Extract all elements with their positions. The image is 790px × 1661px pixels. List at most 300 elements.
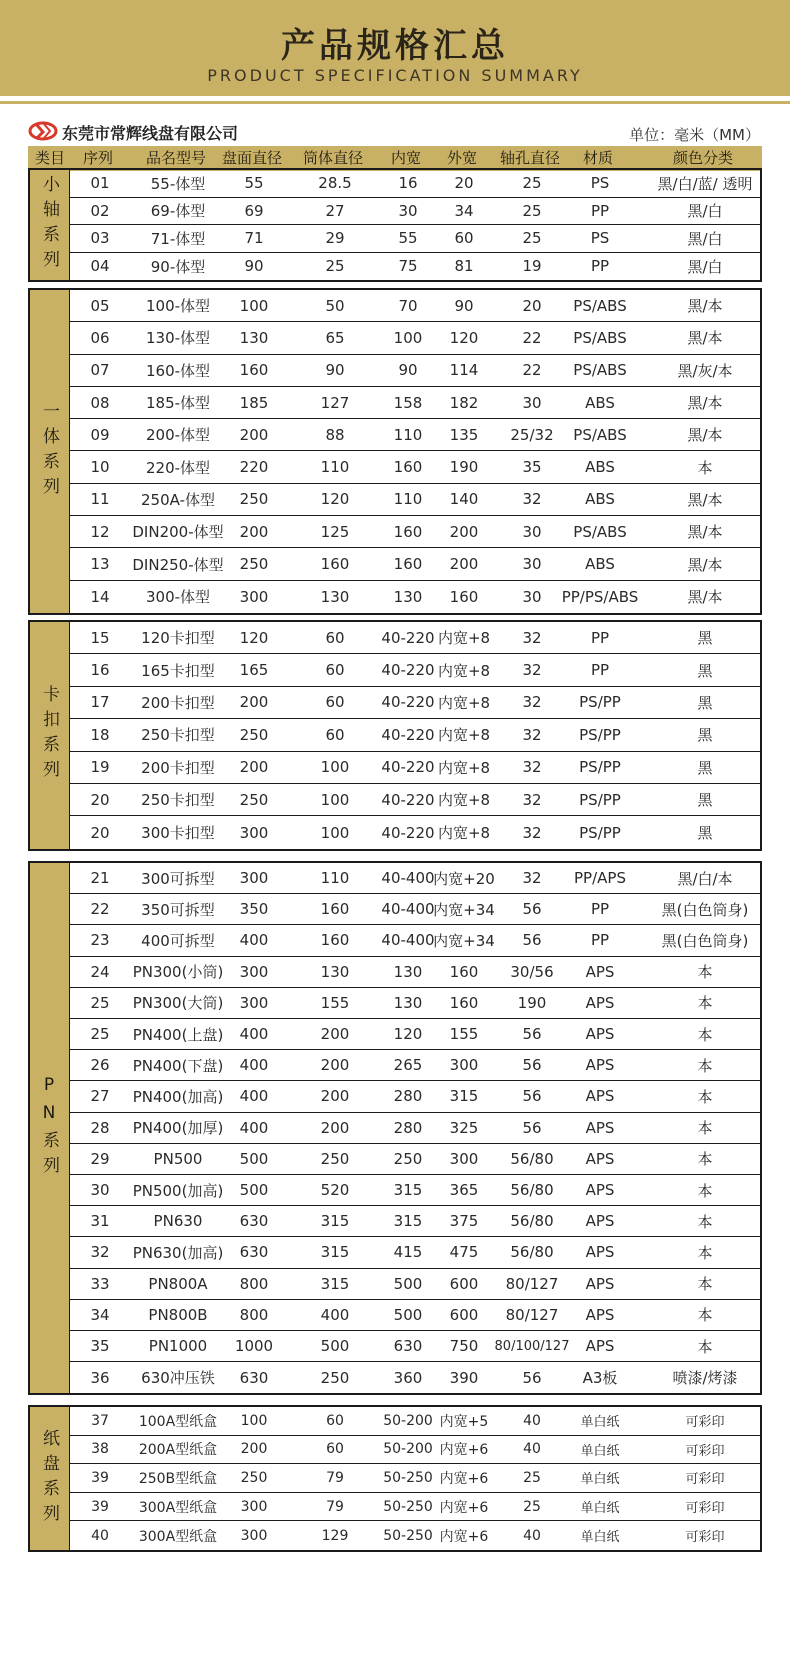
model-cell: 250A-体型 — [141, 490, 215, 509]
color-cell: 黑(白色筒身) — [661, 900, 749, 919]
bore-dia-cell: 56 — [522, 1118, 542, 1137]
material-cell: APS — [585, 962, 615, 981]
bore-dia-cell: 56 — [522, 1087, 542, 1106]
model-cell: 250卡扣型 — [141, 726, 215, 745]
material-cell: APS — [585, 1118, 615, 1137]
col-category-header: 类目 — [34, 149, 66, 167]
reel-dia-cell: 250 — [239, 790, 269, 809]
reel-dia-cell: 100 — [239, 296, 269, 315]
material-cell: PP — [590, 628, 610, 647]
seq-cell: 28 — [90, 1118, 110, 1137]
inner-width-cell: 360 — [393, 1368, 423, 1387]
reel-dia-cell: 100 — [240, 1412, 268, 1429]
color-cell: 本 — [697, 963, 713, 982]
model-cell: 250卡扣型 — [141, 791, 215, 810]
seq-cell: 22 — [90, 900, 110, 919]
seq-cell: 39 — [91, 1469, 109, 1486]
seq-cell: 04 — [90, 257, 110, 276]
barrel-dia-cell: 200 — [320, 1087, 350, 1106]
seq-cell: 40 — [91, 1527, 109, 1544]
seq-cell: 38 — [91, 1441, 109, 1458]
inner-width-cell: 100 — [393, 328, 423, 347]
seq-cell: 20 — [90, 790, 110, 809]
barrel-dia-cell: 60 — [325, 725, 345, 744]
inner-width-cell: 630 — [393, 1337, 423, 1356]
material-cell: PS/ABS — [573, 361, 627, 380]
material-cell: 单白纸 — [580, 1472, 620, 1488]
inner-width-cell: 120 — [393, 1025, 423, 1044]
barrel-dia-cell: 79 — [326, 1469, 344, 1486]
outer-width-cell: 375 — [449, 1212, 479, 1231]
bore-dia-cell: 56/80 — [510, 1181, 554, 1200]
barrel-dia-cell: 88 — [325, 425, 345, 444]
outer-width-cell: 内宽+6 — [439, 1528, 489, 1545]
col-outer-width-header: 外宽 — [446, 149, 478, 167]
reel-dia-cell: 250 — [240, 1469, 268, 1486]
model-cell: 200-体型 — [145, 426, 211, 445]
model-cell: 69-体型 — [150, 202, 206, 221]
inner-width-cell: 40-400 — [381, 900, 435, 919]
table-row — [70, 1113, 760, 1144]
seq-cell: 27 — [90, 1087, 110, 1106]
color-cell: 黑(白色筒身) — [661, 931, 749, 950]
outer-width-cell: 190 — [449, 458, 479, 477]
seq-cell: 37 — [91, 1412, 109, 1429]
material-cell: PP/PS/ABS — [561, 587, 639, 606]
bore-dia-cell: 25 — [522, 201, 542, 220]
bore-dia-cell: 25/32 — [510, 425, 554, 444]
category-text: 卡扣系列 — [39, 685, 59, 786]
reel-dia-cell: 250 — [239, 555, 269, 574]
material-cell: 单白纸 — [580, 1530, 620, 1546]
table-row — [70, 1050, 760, 1081]
inner-width-cell: 40-400 — [381, 869, 435, 888]
outer-width-cell: 内宽+8 — [437, 693, 491, 712]
reel-dia-cell: 800 — [239, 1305, 269, 1324]
reel-dia-cell: 200 — [239, 425, 269, 444]
bore-dia-cell: 25 — [522, 229, 542, 248]
model-cell: 200卡扣型 — [141, 758, 215, 777]
material-cell: APS — [585, 1274, 615, 1293]
outer-width-cell: 160 — [449, 962, 479, 981]
material-cell: APS — [585, 1305, 615, 1324]
color-cell: 本 — [697, 1337, 713, 1356]
unit-label: 单位：毫米（MM） — [629, 126, 760, 144]
model-cell: PN500 — [153, 1149, 203, 1168]
model-cell: 185-体型 — [145, 394, 211, 413]
bore-dia-cell: 80/127 — [505, 1305, 559, 1324]
category-text: PN系列 — [39, 1075, 59, 1182]
bore-dia-cell: 56 — [522, 1368, 542, 1387]
inner-width-cell: 315 — [393, 1212, 423, 1231]
color-cell: 黑 — [697, 661, 713, 680]
reel-dia-cell: 220 — [239, 458, 269, 477]
seq-cell: 10 — [90, 458, 110, 477]
seq-cell: 34 — [90, 1305, 110, 1324]
seq-cell: 36 — [90, 1368, 110, 1387]
material-cell: 单白纸 — [580, 1415, 620, 1431]
table-row — [70, 225, 760, 253]
barrel-dia-cell: 200 — [320, 1025, 350, 1044]
reel-dia-cell: 400 — [239, 1025, 269, 1044]
inner-width-cell: 280 — [393, 1087, 423, 1106]
material-cell: APS — [585, 1025, 615, 1044]
color-cell: 本 — [697, 1275, 713, 1294]
table-row — [70, 1269, 760, 1300]
reel-dia-cell: 200 — [240, 1441, 268, 1458]
col-reel-dia-header: 盘面直径 — [221, 149, 283, 167]
table-row — [70, 1331, 760, 1362]
inner-width-cell: 40-220 — [381, 725, 435, 744]
barrel-dia-cell: 155 — [320, 993, 350, 1012]
seq-cell: 16 — [90, 661, 110, 680]
model-cell: DIN250-体型 — [132, 555, 224, 574]
barrel-dia-cell: 250 — [320, 1149, 350, 1168]
inner-width-cell: 160 — [393, 555, 423, 574]
table-row — [70, 925, 760, 956]
table-row — [70, 1144, 760, 1175]
model-cell: 55-体型 — [150, 174, 206, 193]
model-cell: 300-体型 — [145, 588, 211, 607]
model-cell: 100A型纸盒 — [138, 1413, 218, 1430]
color-cell: 本 — [697, 1056, 713, 1075]
inner-width-cell: 50-250 — [383, 1527, 433, 1544]
model-cell: PN630 — [153, 1212, 203, 1231]
table-row — [70, 1464, 760, 1493]
barrel-dia-cell: 120 — [320, 490, 350, 509]
barrel-dia-cell: 110 — [320, 869, 350, 888]
reel-dia-cell: 300 — [240, 1527, 268, 1544]
color-cell: 黑/本 — [687, 588, 723, 607]
seq-cell: 14 — [90, 587, 110, 606]
inner-width-cell: 40-220 — [381, 758, 435, 777]
material-cell: APS — [585, 1212, 615, 1231]
bore-dia-cell: 22 — [522, 361, 542, 380]
group-snap — [28, 620, 762, 851]
material-cell: PS/PP — [579, 758, 621, 777]
reel-dia-cell: 630 — [239, 1368, 269, 1387]
model-cell: 300卡扣型 — [141, 824, 215, 843]
outer-width-cell: 内宽+8 — [437, 824, 491, 843]
color-cell: 本 — [697, 1119, 713, 1138]
seq-cell: 25 — [90, 993, 110, 1012]
outer-width-cell: 114 — [449, 361, 479, 380]
inner-width-cell: 40-220 — [381, 628, 435, 647]
inner-width-cell: 160 — [393, 522, 423, 541]
bore-dia-cell: 32 — [522, 758, 542, 777]
color-cell: 黑/白 — [687, 257, 723, 276]
inner-width-cell: 110 — [393, 490, 423, 509]
table-row — [70, 988, 760, 1019]
bore-dia-cell: 56 — [522, 1025, 542, 1044]
reel-dia-cell: 300 — [239, 587, 269, 606]
bore-dia-cell: 32 — [522, 490, 542, 509]
inner-width-cell: 16 — [398, 174, 418, 193]
material-cell: PS/ABS — [573, 296, 627, 315]
col-color-header: 颜色分类 — [672, 149, 734, 167]
material-cell: PP — [590, 201, 610, 220]
category-text: 纸盘系列 — [39, 1428, 59, 1529]
color-cell: 本 — [697, 458, 713, 477]
table-row — [70, 1081, 760, 1112]
color-cell: 黑/本 — [687, 329, 723, 348]
reel-dia-cell: 630 — [239, 1243, 269, 1262]
seq-cell: 12 — [90, 522, 110, 541]
model-cell: DIN200-体型 — [132, 523, 224, 542]
material-cell: APS — [585, 1243, 615, 1262]
material-cell: PP — [590, 661, 610, 680]
reel-dia-cell: 250 — [239, 490, 269, 509]
reel-dia-cell: 800 — [239, 1274, 269, 1293]
inner-width-cell: 500 — [393, 1305, 423, 1324]
outer-width-cell: 20 — [454, 174, 474, 193]
title-banner — [0, 0, 790, 96]
material-cell: PS — [590, 229, 610, 248]
color-cell: 可彩印 — [685, 1530, 725, 1546]
color-cell: 黑/灰/本 — [677, 361, 733, 380]
seq-cell: 06 — [90, 328, 110, 347]
seq-cell: 07 — [90, 361, 110, 380]
inner-width-cell: 130 — [393, 587, 423, 606]
seq-cell: 15 — [90, 628, 110, 647]
category-text: 小轴系列 — [39, 175, 59, 275]
color-cell: 可彩印 — [685, 1472, 725, 1488]
barrel-dia-cell: 60 — [325, 628, 345, 647]
bore-dia-cell: 30 — [522, 587, 542, 606]
banner-divider — [0, 101, 790, 104]
seq-cell: 03 — [90, 229, 110, 248]
outer-width-cell: 内宽+20 — [433, 869, 495, 888]
inner-width-cell: 130 — [393, 993, 423, 1012]
material-cell: ABS — [585, 393, 615, 412]
material-cell: A3板 — [582, 1369, 618, 1388]
seq-cell: 33 — [90, 1274, 110, 1293]
barrel-dia-cell: 125 — [320, 522, 350, 541]
table-row — [70, 1206, 760, 1237]
material-cell: APS — [585, 993, 615, 1012]
group-small-axis — [28, 168, 762, 282]
table-row — [70, 1436, 760, 1465]
group-paper — [28, 1405, 762, 1552]
bore-dia-cell: 25 — [523, 1469, 541, 1486]
outer-width-cell: 34 — [454, 201, 474, 220]
seq-cell: 23 — [90, 931, 110, 950]
reel-dia-cell: 160 — [239, 361, 269, 380]
inner-width-cell: 415 — [393, 1243, 423, 1262]
table-row — [70, 387, 760, 419]
col-barrel-dia-header: 筒体直径 — [302, 149, 364, 167]
bore-dia-cell: 80/100/127 — [494, 1338, 570, 1354]
page-subtitle: PRODUCT SPECIFICATION SUMMARY — [207, 66, 583, 85]
outer-width-cell: 内宽+34 — [433, 931, 495, 950]
reel-dia-cell: 500 — [239, 1181, 269, 1200]
table-row — [70, 1300, 760, 1331]
material-cell: PS/PP — [579, 790, 621, 809]
outer-width-cell: 300 — [449, 1056, 479, 1075]
table-row — [70, 1362, 760, 1393]
model-cell: PN500(加高) — [132, 1181, 224, 1200]
reel-dia-cell: 185 — [239, 393, 269, 412]
table-row — [70, 419, 760, 451]
model-cell: PN1000 — [148, 1337, 208, 1356]
material-cell: APS — [585, 1056, 615, 1075]
category-label — [30, 170, 70, 280]
barrel-dia-cell: 200 — [320, 1056, 350, 1075]
color-cell: 本 — [697, 1087, 713, 1106]
category-label — [30, 290, 70, 613]
inner-width-cell: 90 — [398, 361, 418, 380]
table-row — [70, 1407, 760, 1436]
table-row — [70, 1237, 760, 1268]
table-row — [70, 863, 760, 894]
outer-width-cell: 475 — [449, 1243, 479, 1262]
barrel-dia-cell: 520 — [320, 1181, 350, 1200]
barrel-dia-cell: 60 — [325, 661, 345, 680]
barrel-dia-cell: 65 — [325, 328, 345, 347]
model-cell: PN400(加高) — [132, 1087, 224, 1106]
barrel-dia-cell: 60 — [326, 1441, 344, 1458]
seq-cell: 02 — [90, 201, 110, 220]
material-cell: PS — [590, 174, 610, 193]
group-pn — [28, 861, 762, 1395]
seq-cell: 19 — [90, 758, 110, 777]
inner-width-cell: 75 — [398, 257, 418, 276]
material-cell: PP — [590, 257, 610, 276]
color-cell: 本 — [697, 1306, 713, 1325]
table-row — [70, 253, 760, 281]
outer-width-cell: 750 — [449, 1337, 479, 1356]
reel-dia-cell: 1000 — [234, 1337, 274, 1356]
seq-cell: 01 — [90, 174, 110, 193]
table-row — [70, 548, 760, 580]
seq-cell: 17 — [90, 693, 110, 712]
model-cell: 300可拆型 — [141, 869, 215, 888]
outer-width-cell: 内宽+5 — [439, 1413, 489, 1430]
outer-width-cell: 120 — [449, 328, 479, 347]
material-cell: PS/PP — [579, 693, 621, 712]
barrel-dia-cell: 160 — [320, 555, 350, 574]
material-cell: PP — [590, 900, 610, 919]
table-row — [70, 1493, 760, 1522]
seq-cell: 39 — [91, 1498, 109, 1515]
barrel-dia-cell: 50 — [325, 296, 345, 315]
company-name: 东莞市常辉线盘有限公司 — [62, 124, 239, 143]
col-model-header: 品名型号 — [145, 149, 207, 167]
color-cell: 黑/本 — [687, 426, 723, 445]
reel-dia-cell: 350 — [239, 900, 269, 919]
model-cell: 90-体型 — [150, 257, 206, 276]
group-one-piece — [28, 288, 762, 615]
barrel-dia-cell: 400 — [320, 1305, 350, 1324]
bore-dia-cell: 32 — [522, 661, 542, 680]
inner-width-cell: 315 — [393, 1181, 423, 1200]
material-cell: PS/ABS — [573, 425, 627, 444]
seq-cell: 31 — [90, 1212, 110, 1231]
model-cell: 160-体型 — [145, 361, 211, 380]
category-label — [30, 863, 70, 1393]
model-cell: 300A型纸盒 — [138, 1528, 218, 1545]
model-cell: 220-体型 — [145, 458, 211, 477]
inner-width-cell: 130 — [393, 962, 423, 981]
reel-dia-cell: 300 — [239, 993, 269, 1012]
outer-width-cell: 600 — [449, 1305, 479, 1324]
bore-dia-cell: 35 — [522, 458, 542, 477]
reel-dia-cell: 55 — [244, 174, 264, 193]
table-row — [70, 784, 760, 816]
col-inner-width-header: 内宽 — [390, 149, 422, 167]
inner-width-cell: 50-200 — [383, 1441, 433, 1458]
outer-width-cell: 内宽+8 — [437, 629, 491, 648]
seq-cell: 21 — [90, 869, 110, 888]
inner-width-cell: 50-250 — [383, 1498, 433, 1515]
material-cell: ABS — [585, 555, 615, 574]
outer-width-cell: 365 — [449, 1181, 479, 1200]
model-cell: PN300(大筒) — [132, 994, 224, 1013]
material-cell: APS — [585, 1087, 615, 1106]
seq-cell: 18 — [90, 725, 110, 744]
model-cell: 71-体型 — [150, 229, 206, 248]
color-cell: 本 — [697, 1243, 713, 1262]
outer-width-cell: 内宽+6 — [439, 1442, 489, 1459]
bore-dia-cell: 56 — [522, 931, 542, 950]
category-text: 一体系列 — [39, 401, 59, 502]
inner-width-cell: 55 — [398, 229, 418, 248]
table-row — [70, 816, 760, 848]
table-row — [70, 957, 760, 988]
bore-dia-cell: 80/127 — [505, 1274, 559, 1293]
table-row — [70, 290, 760, 322]
bore-dia-cell: 30 — [522, 555, 542, 574]
bore-dia-cell: 22 — [522, 328, 542, 347]
category-label — [30, 1407, 70, 1550]
outer-width-cell: 390 — [449, 1368, 479, 1387]
table-row — [70, 198, 760, 226]
table-row — [70, 687, 760, 719]
seq-cell: 09 — [90, 425, 110, 444]
barrel-dia-cell: 500 — [320, 1337, 350, 1356]
bore-dia-cell: 30/56 — [510, 962, 554, 981]
category-label — [30, 622, 70, 849]
inner-width-cell: 30 — [398, 201, 418, 220]
table-row — [70, 894, 760, 925]
inner-width-cell: 70 — [398, 296, 418, 315]
reel-dia-cell: 630 — [239, 1212, 269, 1231]
reel-dia-cell: 300 — [239, 823, 269, 842]
color-cell: 喷漆/烤漆 — [672, 1369, 738, 1388]
barrel-dia-cell: 130 — [320, 587, 350, 606]
barrel-dia-cell: 79 — [326, 1498, 344, 1515]
model-cell: 350可拆型 — [141, 900, 215, 919]
barrel-dia-cell: 100 — [320, 790, 350, 809]
barrel-dia-cell: 60 — [325, 693, 345, 712]
inner-width-cell: 40-220 — [381, 823, 435, 842]
table-row — [70, 1019, 760, 1050]
model-cell: 300A型纸盒 — [138, 1499, 218, 1516]
outer-width-cell: 182 — [449, 393, 479, 412]
color-cell: 黑/本 — [687, 523, 723, 542]
inner-width-cell: 110 — [393, 425, 423, 444]
color-cell: 可彩印 — [685, 1415, 725, 1431]
color-cell: 黑/白 — [687, 229, 723, 248]
model-cell: 630冲压铁 — [141, 1369, 215, 1388]
color-cell: 可彩印 — [685, 1501, 725, 1517]
reel-dia-cell: 400 — [239, 1056, 269, 1075]
model-cell: 200A型纸盒 — [138, 1442, 218, 1459]
barrel-dia-cell: 315 — [320, 1212, 350, 1231]
bore-dia-cell: 32 — [522, 869, 542, 888]
seq-cell: 25 — [90, 1025, 110, 1044]
seq-cell: 32 — [90, 1243, 110, 1262]
